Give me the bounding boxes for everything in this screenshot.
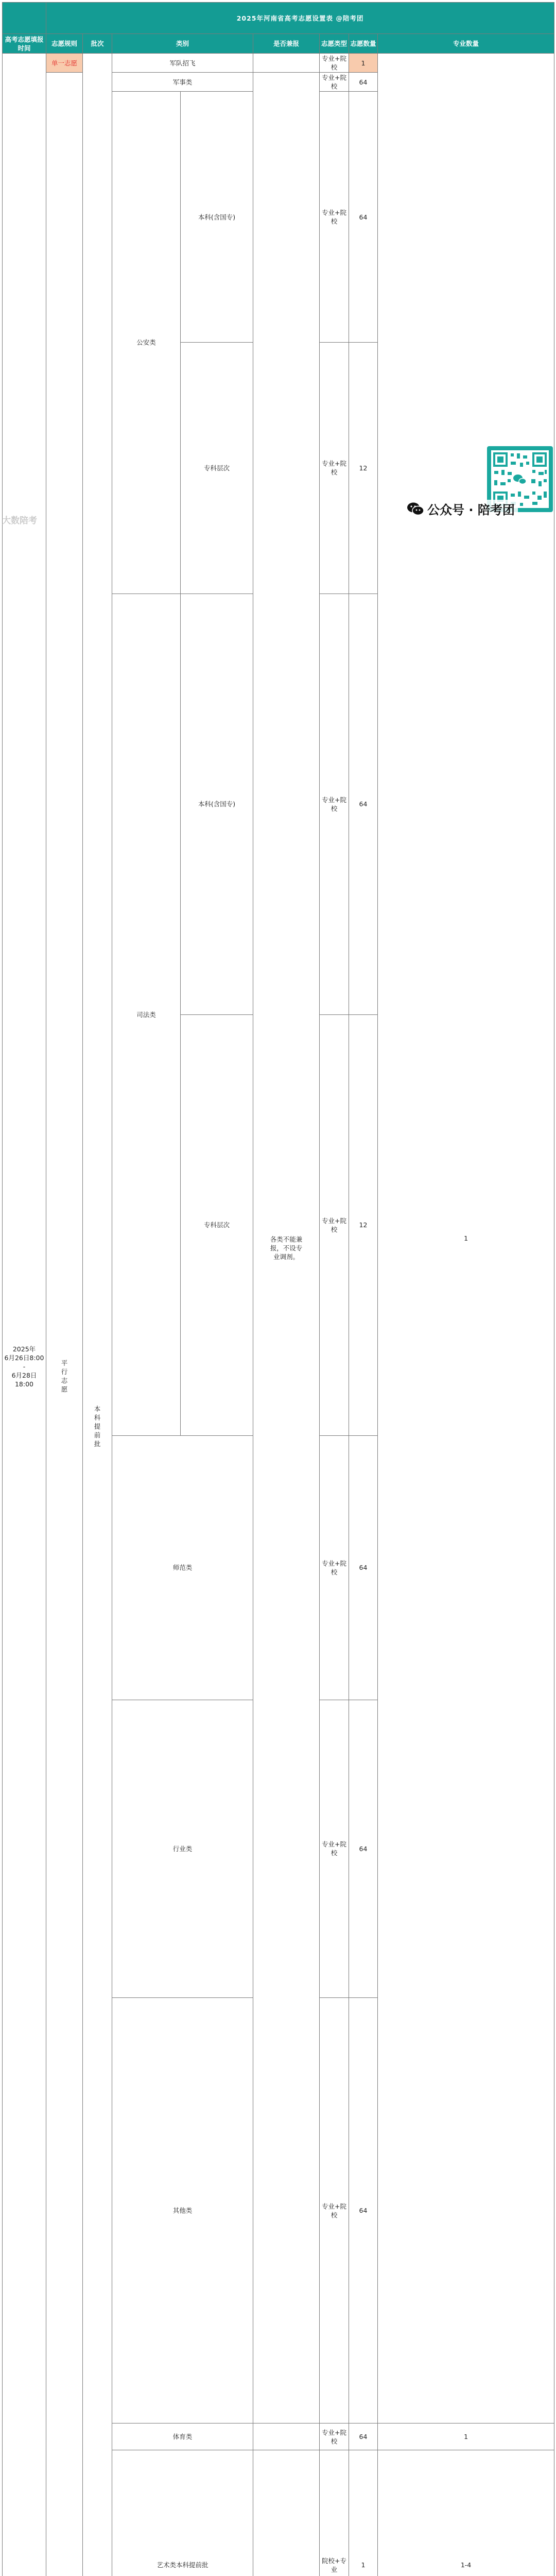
count-r5: 64 — [349, 594, 378, 1014]
header-category: 类别 — [112, 34, 253, 54]
rule-parallel-1: 平 行 志 愿 — [46, 73, 83, 2576]
type-r4: 专业+院校 — [320, 343, 349, 594]
rule-single-1: 单一志愿 — [46, 54, 83, 73]
header-major-count: 专业数量 — [378, 34, 554, 54]
volunteer-settings-table — [2, 2, 554, 2576]
count-r3: 64 — [349, 92, 378, 343]
count-r4: 12 — [349, 343, 378, 594]
page-title: 2025年河南省高考志愿设置表 @陪考团 — [46, 3, 554, 34]
sub-police-zk: 专科层次 — [181, 343, 253, 594]
cat-sports: 体育类 — [112, 2424, 253, 2450]
batch-early-bk: 本 科 提 前 批 — [83, 54, 112, 2576]
count-r9: 64 — [349, 1998, 378, 2424]
sub-police-bk: 本科(含国专) — [181, 92, 253, 343]
type-r10: 专业+院校 — [320, 2424, 349, 2450]
count-r2: 64 — [349, 73, 378, 92]
type-r5: 专业+院校 — [320, 594, 349, 1014]
header-batch: 批次 — [83, 34, 112, 54]
type-r6: 专业+院校 — [320, 1014, 349, 1435]
cat-art-early: 艺术类本科提前批 — [112, 2450, 253, 2576]
concurrent-r1 — [253, 54, 320, 73]
concurrent-r10 — [253, 2424, 320, 2450]
concurrent-early: 各类不能兼报，不设专业调剂。 — [253, 73, 320, 2424]
header-time: 高考志愿填报时间 — [3, 34, 46, 54]
major-r10: 1 — [378, 2424, 554, 2450]
title-corner — [3, 3, 46, 34]
cat-police: 公安类 — [112, 92, 181, 594]
wechat-brand — [404, 500, 518, 518]
watermark: 大数陪考 — [2, 513, 37, 526]
major-r11: 1-4 — [378, 2450, 554, 2576]
count-r8: 64 — [349, 1700, 378, 1998]
type-r3: 专业+院校 — [320, 92, 349, 343]
concurrent-r11 — [253, 2450, 320, 2576]
wechat-icon — [407, 502, 424, 516]
type-r9: 专业+院校 — [320, 1998, 349, 2424]
cat-military: 军事类 — [112, 73, 253, 92]
type-r2: 专业+院校 — [320, 73, 349, 92]
cat-industry: 行业类 — [112, 1700, 253, 1998]
count-r6: 12 — [349, 1014, 378, 1435]
header-type: 志愿类型 — [320, 34, 349, 54]
count-r11: 1 — [349, 2450, 378, 2576]
cat-justice: 司法类 — [112, 594, 181, 1436]
type-r1: 专业+院校 — [320, 54, 349, 73]
cat-normal: 师范类 — [112, 1436, 253, 1700]
type-r8: 专业+院校 — [320, 1700, 349, 1998]
major-early: 1 — [378, 54, 554, 2424]
type-r7: 专业+院校 — [320, 1436, 349, 1700]
header-concurrent: 是否兼报 — [253, 34, 320, 54]
sub-justice-zk: 专科层次 — [181, 1014, 253, 1435]
count-r10: 64 — [349, 2424, 378, 2450]
count-r1: 1 — [349, 54, 378, 73]
count-r7: 64 — [349, 1436, 378, 1700]
cat-military-pilot: 军队招飞 — [112, 54, 253, 73]
sub-justice-bk: 本科(含国专) — [181, 594, 253, 1014]
admission-table-page — [2, 2, 554, 530]
cat-other: 其他类 — [112, 1998, 253, 2424]
header-rule: 志愿规则 — [46, 34, 83, 54]
brand-text: 公众号 · 陪考团 — [427, 500, 515, 518]
header-count: 志愿数量 — [349, 34, 378, 54]
period-1: 2025年 6月26日8:00 - 6月28日 18:00 — [3, 54, 46, 2576]
type-r11: 院校+专业 — [320, 2450, 349, 2576]
